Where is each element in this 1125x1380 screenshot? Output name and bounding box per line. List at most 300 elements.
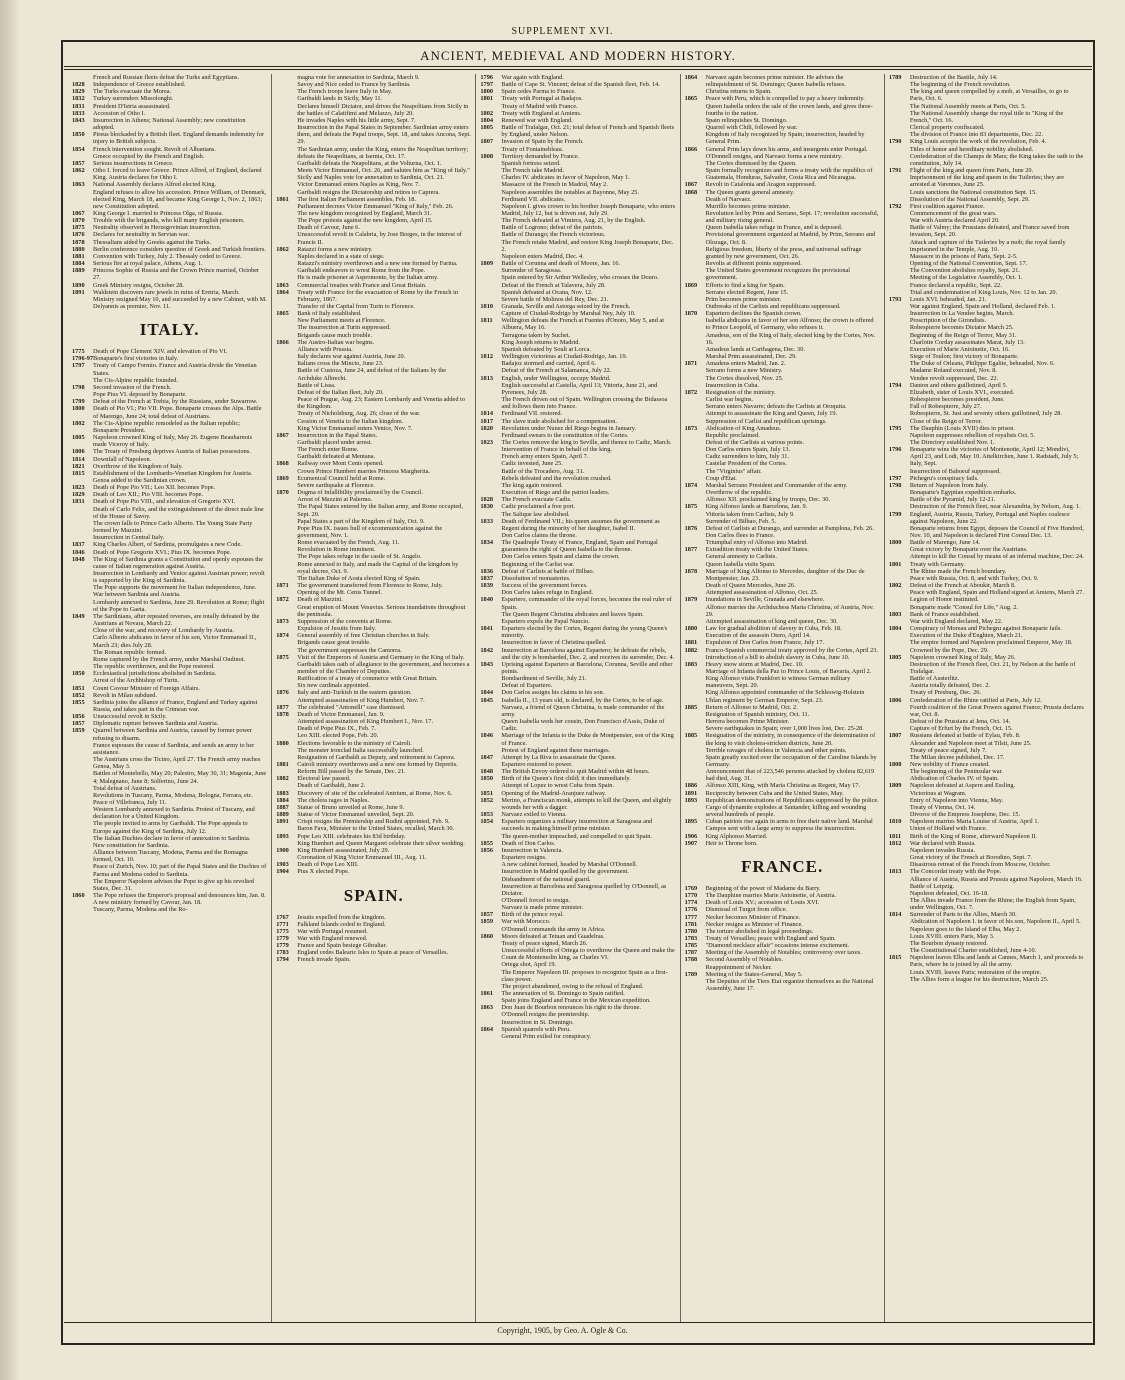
history-entry xyxy=(276,103,471,117)
entry-text: New constitution for Sardinia. xyxy=(93,841,170,849)
entry-text: magna vote for annexation to Sardinia, March 9. xyxy=(297,74,420,81)
history-entry xyxy=(72,362,267,376)
entry-text: Quarrel with Chili, followed by war. xyxy=(705,124,798,132)
entry-year xyxy=(480,432,501,439)
history-entry xyxy=(889,146,1084,153)
entry-year xyxy=(276,425,297,432)
entry-text: Elections favorable to the ministry of Cairoli. xyxy=(297,739,412,747)
history-entry xyxy=(480,754,675,761)
entry-text: King Humbert and Queen Margaret celebrate their silver wedding. xyxy=(297,839,465,847)
history-entry xyxy=(889,589,1084,596)
history-entry xyxy=(276,160,471,167)
entry-text: Discovery of site of the celebrated Antrium, at Rome, Nov. 6. xyxy=(297,789,453,797)
entry-text: The Constitutional Charter established, June 4-10. xyxy=(909,947,1037,955)
entry-year xyxy=(685,210,706,224)
entry-text: The celebrated "Antonelli" case dismissed. xyxy=(297,703,406,711)
entry-text: Dismissal of Turgot from office. xyxy=(705,906,788,914)
entry-text: Defeat of the French at Talavera, July 28. xyxy=(501,281,606,289)
history-entry xyxy=(685,346,880,353)
history-entry xyxy=(889,110,1084,124)
entry-year: 1859 xyxy=(480,918,493,926)
history-entry xyxy=(480,847,675,854)
entry-year: 1804 xyxy=(480,116,493,124)
history-entry xyxy=(889,940,1084,947)
entry-text: Commencement of the great wars. xyxy=(909,209,997,217)
entry-text: The queen-mother impeached, and compelled to quit Spain. xyxy=(501,832,652,840)
history-entry xyxy=(276,389,471,396)
entry-text: Espartero organizes a military insurrection at Saragossa and succeeds in making himself prime minister. xyxy=(501,818,653,833)
entry-text: Espartero expels the Papal Nuncio. xyxy=(501,617,590,625)
entry-year: 1828 xyxy=(480,496,493,504)
entry-year: 1874 xyxy=(684,481,698,489)
entry-year: 1798 xyxy=(888,481,902,489)
entry-text: He invades Naples with his little army, Sept. 7. xyxy=(297,116,416,124)
history-entry xyxy=(72,713,267,720)
entry-text: Garibaldi takes oath of allegiance to the government, and becomes a member of the Chamber of Deputies. xyxy=(297,660,470,675)
entry-text: Franco-Spanish commercial treaty approved by the Cortes, April 23. xyxy=(705,646,879,654)
history-entry xyxy=(480,868,675,875)
entry-year: 1821 xyxy=(72,462,85,470)
history-entry xyxy=(276,725,471,732)
entry-text: Attack and capture of the Tuileries by a mob; the royal family imprisoned in the Temple, Aug. 10. xyxy=(909,238,1066,253)
entry-year: 1879 xyxy=(684,596,698,604)
history-entry xyxy=(685,956,880,963)
history-entry xyxy=(889,425,1084,432)
entry-year: 1810 xyxy=(480,303,493,310)
history-entry xyxy=(685,289,880,296)
entry-text: King Alfonso appointed commander of the Schleswig-Holstein Uhlan regiment by German Emperor, Sept. 23. xyxy=(705,689,865,704)
entry-text: French invade Spain. xyxy=(297,956,351,964)
entry-text: Queen Isabella weds her cousin, Don Francisco d'Assis, Duke of Cadiz. xyxy=(501,718,665,733)
history-entry xyxy=(889,933,1084,940)
entry-year xyxy=(685,289,706,296)
history-entry xyxy=(276,754,471,761)
entry-year xyxy=(480,274,501,281)
entry-year xyxy=(72,584,93,591)
entry-text: Ferdinand swears to the constitution of the Cortes. xyxy=(501,431,629,439)
history-entry xyxy=(72,663,267,670)
history-entry xyxy=(276,928,471,935)
entry-text: Treaty of Campo Formio. France and Austria divide the Venetian States. xyxy=(93,362,257,377)
history-entry xyxy=(889,296,1084,303)
entry-year: 1795 xyxy=(888,424,902,432)
history-entry xyxy=(480,146,675,153)
entry-text: General Prim exiled for conspiracy. xyxy=(501,1032,592,1040)
entry-year xyxy=(276,525,297,539)
entry-year: 1831 xyxy=(72,102,85,110)
entry-text: Insurrection at Barcelona and Saragossa quelled by O'Donnell, as Dictator. xyxy=(501,882,667,897)
entry-text: Death of Pope Leo XIII. xyxy=(297,861,359,869)
entry-year xyxy=(685,675,706,689)
entry-year: 1794 xyxy=(276,956,289,964)
entry-year xyxy=(480,267,501,274)
entry-text: War declared with Russia. xyxy=(909,839,976,847)
entry-year xyxy=(889,303,910,310)
history-entry xyxy=(72,656,267,663)
entry-text: The Austro-Italian war begins. xyxy=(297,338,375,346)
entry-year xyxy=(480,761,501,768)
history-entry xyxy=(480,117,675,124)
entry-text: Trial and condemnation of King Louis, Nov. 12 to Jan. 20. xyxy=(909,288,1058,296)
entry-year: 1877 xyxy=(276,703,289,711)
entry-year xyxy=(685,153,706,160)
entry-year xyxy=(889,174,910,188)
entry-year: 1855 xyxy=(480,839,493,847)
entry-year: 1869 xyxy=(684,281,698,289)
entry-year: 1767 xyxy=(276,913,289,921)
history-entry xyxy=(889,747,1084,754)
entry-year xyxy=(685,754,706,768)
entry-text: Merino, a Franciscan monk, attempts to kill the Queen, and slightly wounds her with a dagger. xyxy=(501,796,672,811)
history-entry xyxy=(480,768,675,775)
entry-year: 1834 xyxy=(480,539,493,547)
entry-text: Necker becomes Minister of Finance. xyxy=(705,913,801,921)
entry-text: Cadiz invested, June 25. xyxy=(501,460,563,468)
history-entry xyxy=(889,689,1084,696)
entry-year xyxy=(276,482,297,489)
entry-year xyxy=(889,790,910,797)
history-entry xyxy=(72,160,267,167)
entry-year: 1863 xyxy=(480,1004,493,1012)
entry-text: Kingdom of Italy recognized by Spain; insurrection, headed by General Prim. xyxy=(705,131,865,146)
entry-year: 1881 xyxy=(72,252,85,260)
entry-text: Insurrection in St. Domingo. xyxy=(501,1018,574,1026)
entry-year: 1846 xyxy=(72,548,85,556)
history-entry xyxy=(889,561,1084,568)
history-entry xyxy=(480,174,675,181)
history-entry xyxy=(685,568,880,582)
history-entry xyxy=(480,439,675,446)
entry-text: President D'Istria assassinated. xyxy=(93,102,171,110)
entry-text: Death of Carlo Felix, and the extinguishment of the direct male line of the House of Savoy. xyxy=(93,505,264,520)
history-entry xyxy=(480,761,675,768)
history-entry xyxy=(480,904,675,911)
entry-year: 1815 xyxy=(888,954,902,962)
entry-text: Expulsion of Jesuits from Italy. xyxy=(297,625,377,633)
entry-text: Fall of Robespierre, July 27. xyxy=(909,403,982,411)
history-entry xyxy=(685,971,880,978)
history-entry xyxy=(480,704,675,718)
entry-year xyxy=(685,539,706,546)
entry-text: Birth of the King of Rome, afterward Napoleon II. xyxy=(909,832,1038,840)
history-entry xyxy=(685,942,880,949)
entry-text: He is made prisoner at Aspromonte, by the Italian army. xyxy=(297,274,439,282)
entry-year xyxy=(889,847,910,854)
entry-text: Accession of Otho I. xyxy=(93,109,146,117)
entry-text: Naples declared in a state of siege. xyxy=(297,252,385,260)
entry-year xyxy=(480,346,501,353)
entry-year: 1872 xyxy=(684,388,698,396)
history-entry xyxy=(889,661,1084,675)
entry-text: Berlin conference considers question of Greek and Turkish frontiers. xyxy=(93,245,266,253)
entry-year: 1779 xyxy=(276,934,289,942)
history-entry xyxy=(685,596,880,603)
history-entry xyxy=(480,790,675,797)
entry-year xyxy=(480,532,501,539)
history-entry xyxy=(276,525,471,539)
history-entry xyxy=(889,553,1084,560)
entry-text: Espartero, commander of the royal forces, becomes the real ruler of Spain. xyxy=(501,596,672,611)
history-entry xyxy=(889,131,1084,138)
history-entry xyxy=(889,138,1084,145)
history-entry xyxy=(685,899,880,906)
entry-year: 1837 xyxy=(480,574,493,582)
entry-year xyxy=(889,267,910,274)
entry-year: 1880 xyxy=(72,245,85,253)
history-entry xyxy=(276,539,471,546)
entry-year xyxy=(685,518,706,525)
entry-year xyxy=(276,253,297,260)
entry-text: Crispi resigns the Premiership and Rudini appointed, Feb. 9. xyxy=(297,818,450,826)
entry-text: King Alfonso visits Frankfort to witness German military maneuvers, Sept. 20. xyxy=(705,675,851,690)
entry-text: The French enter Rome. xyxy=(297,446,359,454)
entry-text: Insurrection in Lombardy and Venice against Austrian power; revolt is supported by the King of Sardinia. xyxy=(93,570,265,585)
entry-year: 1865 xyxy=(276,310,289,318)
entry-year xyxy=(685,496,706,503)
history-entry xyxy=(276,231,471,245)
entry-text: Murrillo becomes prime minister. xyxy=(705,202,791,210)
history-entry xyxy=(685,782,880,789)
entry-year xyxy=(276,589,297,596)
entry-text: Cadiz proclaimed a free port. xyxy=(501,503,576,511)
entry-text: The government transferred from Florence to Rome, July. xyxy=(297,582,443,590)
entry-text: Neutrality observed in Herzegovinian insurrection. xyxy=(93,224,222,232)
history-entry xyxy=(889,782,1084,789)
entry-text: Robespierre becomes president, June. xyxy=(909,396,1005,404)
entry-year xyxy=(685,103,706,117)
history-entry xyxy=(276,282,471,289)
entry-text: Resignation of the ministry, in consequence of the determination of the king to visit cholera-stricken districts, June 20. xyxy=(705,732,876,747)
history-entry xyxy=(72,770,267,784)
entry-text: Suppression of the convents at Rome. xyxy=(297,617,393,625)
history-entry xyxy=(685,546,880,553)
entry-text: Transfer of the Capital from Turin to Florence. xyxy=(297,303,415,310)
entry-text: Serious insurrections in Greece. xyxy=(93,159,174,167)
history-entry xyxy=(889,274,1084,281)
history-entry xyxy=(276,88,471,95)
entry-text: Battle of the Pyramid, July 12-21. xyxy=(909,496,996,504)
history-entry xyxy=(480,310,675,317)
entry-year xyxy=(480,883,501,897)
entry-text: Provisional government organized at Madrid, by Prim, Serrano and Olozaga, Oct. 8. xyxy=(705,231,876,246)
entry-year xyxy=(480,854,501,861)
history-entry xyxy=(276,825,471,832)
entry-year xyxy=(480,196,501,203)
history-entry xyxy=(276,740,471,747)
entry-text: Defeat of the French at Aboukir, March 8. xyxy=(909,582,1016,590)
entry-year: 1870 xyxy=(276,489,289,497)
entry-year xyxy=(889,618,910,625)
history-entry xyxy=(480,468,675,475)
entry-year xyxy=(480,926,501,933)
history-entry xyxy=(889,704,1084,718)
history-entry xyxy=(480,818,675,832)
entry-text: Territory demanded by France. xyxy=(501,152,580,160)
entry-year: 1792 xyxy=(888,202,902,210)
history-entry xyxy=(72,792,267,799)
history-entry xyxy=(889,797,1084,804)
entry-text: Revolutions in Tuscany, Parma, Modena, Bologna, Ferrara, etc. xyxy=(93,791,253,799)
history-entry xyxy=(276,861,471,868)
entry-year xyxy=(72,377,93,384)
history-entry xyxy=(480,697,675,704)
entry-year xyxy=(685,432,706,439)
entry-text: Treaty of Vienna, Oct. 14. xyxy=(909,803,976,811)
entry-text: Destruction of the French fleet, near Alexandria, by Nelson, Aug. 1. xyxy=(909,503,1081,511)
entry-year: 1812 xyxy=(480,353,493,361)
history-entry xyxy=(72,355,267,362)
entry-year xyxy=(276,854,297,861)
history-entry xyxy=(889,282,1084,289)
entry-year xyxy=(685,260,706,267)
entry-year xyxy=(480,618,501,625)
entry-year xyxy=(480,861,501,868)
entry-year: 1800 xyxy=(888,539,902,547)
entry-text: Castelar President of the Cortes. xyxy=(705,460,787,468)
entry-text: Protest of England against these marriages. xyxy=(501,746,611,754)
history-entry xyxy=(276,181,471,188)
history-entry xyxy=(276,546,471,553)
history-entry xyxy=(276,432,471,439)
entry-text: Expulsion of Don Carlos from France, July 17. xyxy=(705,639,825,647)
entry-text: New nobility of France created. xyxy=(909,761,990,768)
entry-text: Vendee revolt suppressed, Dec. 22. xyxy=(909,374,999,382)
entry-text: Attempt to kill the Consul by means of an infernal machine, Dec. 24. xyxy=(909,553,1084,561)
entry-year xyxy=(72,849,93,863)
entry-year xyxy=(889,926,910,933)
entry-text: The National Assembly change the royal title to "King of the French," Oct. 16. xyxy=(909,109,1064,124)
entry-year xyxy=(72,842,93,849)
entry-text: Serrano forms a new Ministry. xyxy=(705,367,783,375)
history-entry xyxy=(889,625,1084,632)
history-entry xyxy=(480,353,675,360)
entry-year: 1829 xyxy=(72,491,85,499)
entry-text: Christina returns to Spain. xyxy=(705,88,772,96)
entry-year xyxy=(72,785,93,792)
entry-text: Brigands cause great trouble. xyxy=(297,639,371,647)
entry-text: Heir to Throne born. xyxy=(705,839,758,847)
history-entry xyxy=(685,203,880,210)
entry-year xyxy=(276,639,297,646)
entry-year xyxy=(276,146,297,160)
entry-year: 1780 xyxy=(684,927,698,935)
entry-text: Queen Isabella takes refuge in France, and is deposed. xyxy=(705,224,843,232)
entry-year xyxy=(685,511,706,518)
entry-text: Meeting of the Assembly of Notables; controversy over taxes. xyxy=(705,949,862,957)
history-entry xyxy=(889,503,1084,510)
entry-year xyxy=(72,153,93,160)
entry-text: Outbreaks of the Carlists and republicans suppressed. xyxy=(705,303,841,310)
entry-year xyxy=(889,418,910,425)
entry-year: 1811 xyxy=(888,832,902,840)
entry-text: Alliance of Austria, Russia and Prussia against Napoleon, March 16. xyxy=(909,875,1083,883)
entry-year: 1793 xyxy=(888,295,902,303)
history-entry xyxy=(480,153,675,160)
history-entry xyxy=(480,475,675,482)
history-entry xyxy=(889,976,1084,983)
entry-year xyxy=(72,656,93,663)
history-entry xyxy=(480,482,675,489)
entry-text: A new ministry formed by Cavour, Jan. 18. xyxy=(93,899,202,907)
entry-year xyxy=(480,332,501,339)
entry-text: Bonaparte made "Consul for Life," Aug. 2. xyxy=(909,603,1018,611)
entry-year: 1867 xyxy=(72,209,85,217)
history-entry xyxy=(889,432,1084,439)
entry-text: England refuses to allow his accession. Prince William, of Denmark, elected King, March 18, and became King George I., Nov. 2, 1863; new Constitution adopted. xyxy=(93,188,267,210)
entry-year: 1881 xyxy=(684,639,698,647)
entry-year: 1851 xyxy=(480,789,493,797)
entry-year: 1831 xyxy=(72,498,85,506)
entry-text: England, Austria, Russia, Turkey, Portugal and Naples coalesce against Napoleon, June 22. xyxy=(909,510,1070,525)
history-entry xyxy=(685,639,880,646)
entry-text: Ratazzi forms a new ministry. xyxy=(297,245,373,253)
entry-year: 1791 xyxy=(888,167,902,175)
entry-text: Sicily and Naples vote for annexation to Sardinia, Oct. 21. xyxy=(297,174,445,182)
entry-text: Declares for neutrality in Servian war. xyxy=(93,231,190,239)
history-entry xyxy=(276,503,471,517)
entry-text: Russians defeated at battle of Eylau, Feb. 8. xyxy=(909,732,1021,740)
history-entry xyxy=(276,489,471,496)
history-entry xyxy=(276,339,471,346)
entry-text: Serious fire at royal palace, Athens, Aug. 1. xyxy=(93,260,203,268)
entry-text: New Parliament meets at Florence. xyxy=(297,317,386,325)
entry-text: The first Italian Parliament assembles, Feb. 18. xyxy=(297,195,416,203)
history-entry xyxy=(480,639,675,646)
entry-year: 1854 xyxy=(72,145,85,153)
entry-year: 1882 xyxy=(276,775,289,783)
history-entry xyxy=(889,582,1084,589)
entry-year xyxy=(276,496,297,503)
entry-year xyxy=(480,897,501,904)
history-entry xyxy=(480,511,675,518)
history-entry xyxy=(72,377,267,384)
entry-year xyxy=(480,511,501,518)
entry-year xyxy=(889,897,910,911)
history-entry xyxy=(685,754,880,768)
history-entry xyxy=(480,883,675,897)
entry-text: Trouble with the brigands, who kill many English prisoners. xyxy=(93,217,245,225)
entry-text: Spain relinquishes St. Domingo. xyxy=(705,116,788,124)
history-entry xyxy=(889,153,1084,167)
history-entry xyxy=(276,518,471,525)
entry-year: 1876 xyxy=(684,524,698,532)
entry-text: Marshal Prim assassinated, Dec. 29. xyxy=(705,353,797,361)
column-3 xyxy=(476,74,680,1322)
entry-text: English, under Wellington, occupy Madrid. xyxy=(501,374,611,382)
entry-text: Austria totally defeated, Dec. 2. xyxy=(909,682,991,690)
entry-text: Reappointment of Necker. xyxy=(705,963,772,971)
entry-text: Defeat of the Italian fleet, July 20. xyxy=(297,388,384,396)
entry-text: Wellington defeats the French at Fuentes d'Onoro, May 5, and at Albuera, May 16. xyxy=(501,317,664,332)
entry-text: Resignation of the ministry. xyxy=(705,388,776,396)
entry-text: King Alphonso Married. xyxy=(705,832,768,840)
entry-text: Treaty of Versailles; peace with England and Spain. xyxy=(705,934,836,942)
entry-year: 1848 xyxy=(72,555,85,563)
entry-text: The Dauphine marries Marie Antoinette, of Austria. xyxy=(705,892,837,900)
entry-year: 1871 xyxy=(684,360,698,368)
entry-text: Treaty with France for the evacuation of Rome by the French in February, 1867. xyxy=(297,288,459,303)
history-entry xyxy=(685,732,880,746)
entry-year: 1779 xyxy=(276,942,289,950)
entry-year xyxy=(72,520,93,534)
entry-text: Pope Pius IX. issues bull of excommunication against the government, Nov. 1. xyxy=(297,524,443,539)
entry-text: Treaty of Madrid with France. xyxy=(501,102,578,110)
entry-text: Great eruption of Mount Vesuvius. Serious inundations throughout the peninsula. xyxy=(297,603,466,618)
history-entry xyxy=(276,589,471,596)
history-entry xyxy=(889,210,1084,217)
entry-year xyxy=(685,654,706,661)
entry-year: 1904 xyxy=(276,868,289,876)
